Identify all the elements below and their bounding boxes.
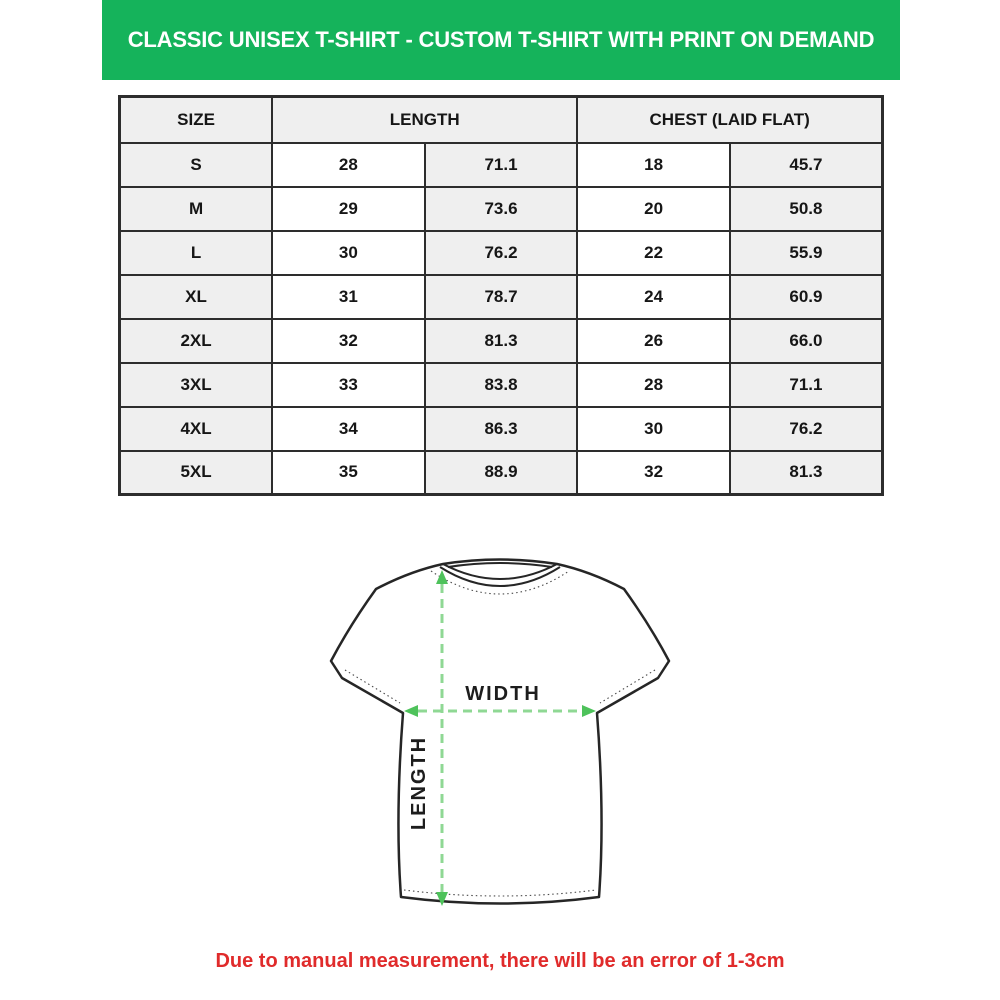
chest-in-cell: 20 xyxy=(577,187,730,231)
size-cell: 2XL xyxy=(120,319,273,363)
chest-in-cell: 28 xyxy=(577,363,730,407)
chest-in-cell: 26 xyxy=(577,319,730,363)
length-arrow-label: LENGTH xyxy=(408,735,430,831)
table-row xyxy=(120,187,883,231)
size-cell: XL xyxy=(120,275,273,319)
length-in-cell: 31 xyxy=(272,275,425,319)
table-row xyxy=(120,319,883,363)
title-banner xyxy=(102,0,900,80)
size-cell: 4XL xyxy=(120,407,273,451)
chest-cm-cell: 50.8 xyxy=(730,187,883,231)
chest-cm-cell: 66.0 xyxy=(730,319,883,363)
size-cell: 3XL xyxy=(120,363,273,407)
chest-cm-cell: 60.9 xyxy=(730,275,883,319)
chest-cm-cell: 81.3 xyxy=(730,451,883,495)
length-cm-cell: 86.3 xyxy=(425,407,578,451)
length-in-cell: 30 xyxy=(272,231,425,275)
tshirt-diagram xyxy=(320,548,680,920)
col-header-chest: CHEST (LAID FLAT) xyxy=(577,97,882,143)
length-cm-cell: 71.1 xyxy=(425,143,578,187)
length-cm-cell: 83.8 xyxy=(425,363,578,407)
table-row xyxy=(120,363,883,407)
table-row xyxy=(120,143,883,187)
table-header-row xyxy=(120,97,883,143)
measurement-note: Due to manual measurement, there will be an error of 1-3cm xyxy=(215,950,785,972)
page-title: CLASSIC UNISEX T-SHIRT - CUSTOM T-SHIRT WITH PRINT ON DEMAND xyxy=(127,27,875,52)
length-cm-cell: 76.2 xyxy=(425,231,578,275)
length-in-cell: 34 xyxy=(272,407,425,451)
length-in-cell: 35 xyxy=(272,451,425,495)
length-in-cell: 29 xyxy=(272,187,425,231)
col-header-length: LENGTH xyxy=(272,97,577,143)
table-row xyxy=(120,275,883,319)
chest-cm-cell: 55.9 xyxy=(730,231,883,275)
length-in-cell: 32 xyxy=(272,319,425,363)
chest-cm-cell: 45.7 xyxy=(730,143,883,187)
chest-in-cell: 22 xyxy=(577,231,730,275)
length-cm-cell: 73.6 xyxy=(425,187,578,231)
chest-cm-cell: 71.1 xyxy=(730,363,883,407)
table-row xyxy=(120,231,883,275)
tshirt-outline xyxy=(331,560,669,904)
width-arrow-label: WIDTH xyxy=(465,683,541,705)
length-cm-cell: 81.3 xyxy=(425,319,578,363)
length-in-cell: 28 xyxy=(272,143,425,187)
length-cm-cell: 78.7 xyxy=(425,275,578,319)
size-table xyxy=(118,95,884,496)
table-row xyxy=(120,451,883,495)
chest-in-cell: 18 xyxy=(577,143,730,187)
chest-in-cell: 32 xyxy=(577,451,730,495)
table-row xyxy=(120,407,883,451)
size-cell: S xyxy=(120,143,273,187)
col-header-size: SIZE xyxy=(120,97,273,143)
chest-in-cell: 24 xyxy=(577,275,730,319)
size-cell: L xyxy=(120,231,273,275)
size-cell: 5XL xyxy=(120,451,273,495)
chest-in-cell: 30 xyxy=(577,407,730,451)
chest-cm-cell: 76.2 xyxy=(730,407,883,451)
length-cm-cell: 88.9 xyxy=(425,451,578,495)
length-in-cell: 33 xyxy=(272,363,425,407)
size-cell: M xyxy=(120,187,273,231)
